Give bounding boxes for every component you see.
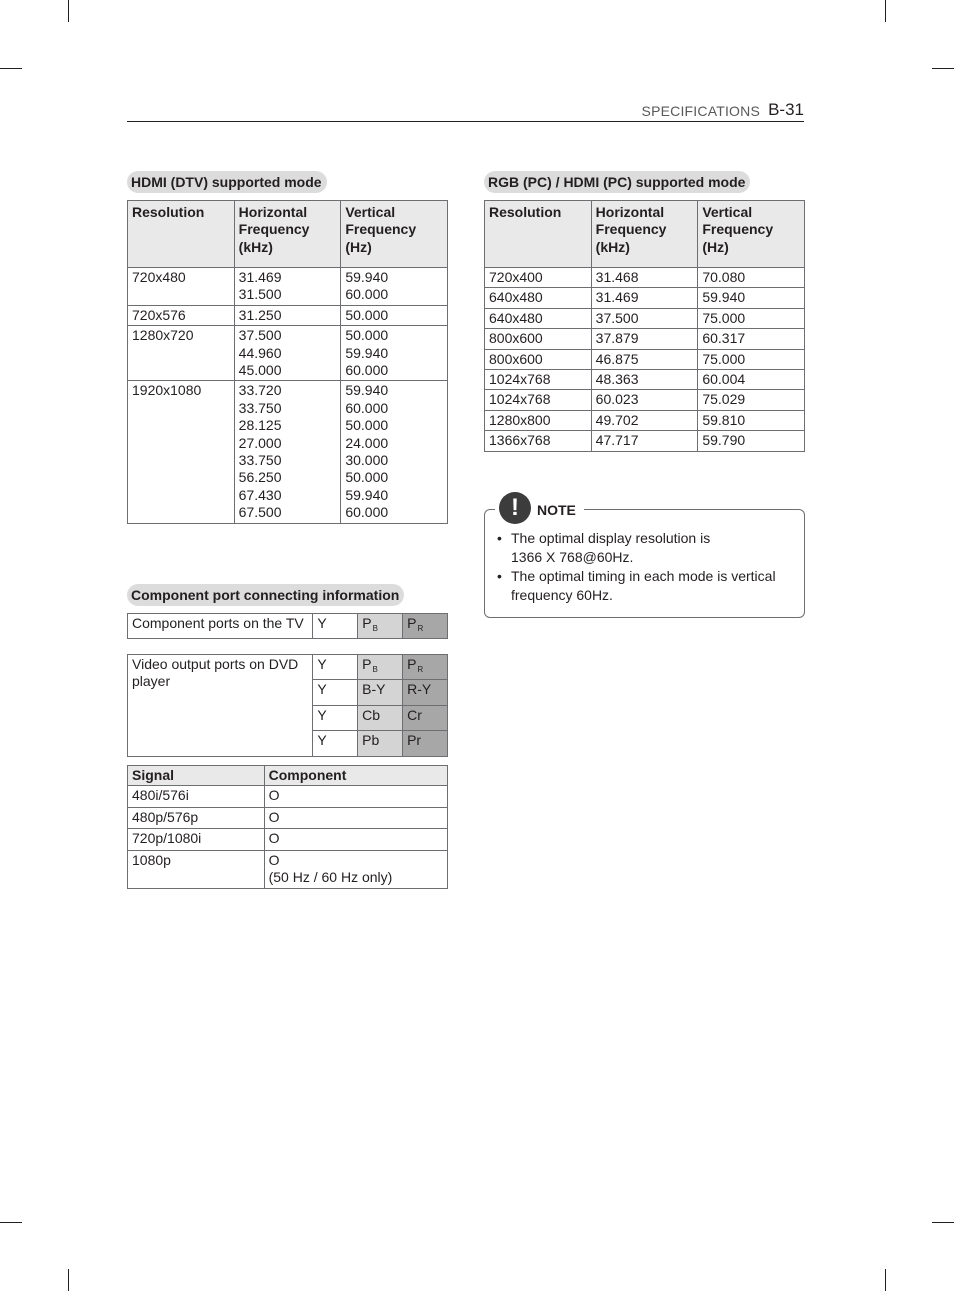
table-cell: 37.500 44.960 45.000 [234,326,341,381]
table-row [128,786,448,807]
table-header-row [485,201,805,268]
table-row [128,381,448,523]
hdmi-dtv-title: HDMI (DTV) supported mode [127,171,327,193]
note-header [495,492,584,524]
table-cell: 75.029 [698,390,805,410]
port-y: Y [313,655,358,680]
tv-ports-label: Component ports on the TV [128,614,313,639]
port-blue-diff: Pb [358,731,403,756]
crop-mark [885,0,886,22]
hdmi-dtv-table [127,200,448,524]
table-cell: 720x480 [128,268,235,306]
column-header: Horizontal Frequency (kHz) [591,201,698,268]
table-cell: 1920x1080 [128,381,235,523]
crop-mark [932,1222,954,1223]
table-row [485,431,805,451]
table-cell: 49.702 [591,410,698,430]
note-item: • The optimal timing in each mode is vertical frequency 60Hz. [497,567,797,605]
table-row [485,370,805,390]
table-cell: 47.717 [591,431,698,451]
crop-mark [0,1222,22,1223]
table-cell: 59.940 [698,288,805,308]
table-cell: 720x576 [128,305,235,325]
table-cell: 50.000 59.940 60.000 [341,326,448,381]
page-header [127,100,804,122]
table-row [128,829,448,850]
table-cell: 70.080 [698,268,805,288]
table-row [128,655,448,680]
crop-mark [68,0,69,22]
table-cell: 720x400 [485,268,592,288]
table-cell: 640x480 [485,288,592,308]
crop-mark [68,1269,69,1291]
table-row [485,410,805,430]
table-row [128,807,448,828]
column-header: Resolution [128,201,235,268]
table-cell: 60.023 [591,390,698,410]
rgb-pc-table [484,200,805,452]
table-cell: 480i/576i [128,786,265,807]
table-cell: 480p/576p [128,807,265,828]
note-box [484,494,805,618]
table-cell: 1024x768 [485,390,592,410]
port-blue-diff: B-Y [358,680,403,705]
column-header: Resolution [485,201,592,268]
section-title: SPECIFICATIONS [641,103,760,119]
port-red-diff: Cr [403,705,448,730]
table-cell: 33.720 33.750 28.125 27.000 33.750 56.250 67.430 67.500 [234,381,341,523]
table-cell: 59.940 60.000 [341,268,448,306]
port-y: Y [313,731,358,756]
table-cell: 1280x720 [128,326,235,381]
table-cell: 800x600 [485,329,592,349]
table-row [485,268,805,288]
port-blue-diff: $P_B$ [358,655,403,680]
table-cell: 60.004 [698,370,805,390]
table-cell: O [264,829,447,850]
table-row [485,390,805,410]
table-cell: 37.879 [591,329,698,349]
table-cell: 59.810 [698,410,805,430]
note-item: • The optimal display resolution is 1366 X 768@60Hz. [497,529,797,567]
table-cell: 46.875 [591,349,698,369]
table-cell: 31.469 31.500 [234,268,341,306]
column-header: Horizontal Frequency (kHz) [234,201,341,268]
signal-table [127,765,448,889]
crop-mark [932,68,954,69]
port-y: Y [313,680,358,705]
table-cell: 31.469 [591,288,698,308]
table-cell: 1080p [128,850,265,889]
table-cell: 48.363 [591,370,698,390]
note-title: NOTE [537,502,576,518]
port-red-diff: R-Y [403,680,448,705]
table-row [128,268,448,306]
table-row [485,329,805,349]
table-row [128,614,448,639]
port-red-diff: Pr [403,731,448,756]
column-header: Signal [128,766,265,786]
component-title: Component port connecting information [127,584,404,606]
table-cell: 640x480 [485,308,592,328]
column-header: Vertical Frequency (Hz) [341,201,448,268]
table-row [128,305,448,325]
port-y: Y [313,614,358,639]
table-row [485,288,805,308]
table-cell: 31.250 [234,305,341,325]
table-cell: 59.940 60.000 50.000 24.000 30.000 50.000 59.940 60.000 [341,381,448,523]
crop-mark [0,68,22,69]
table-cell: 75.000 [698,308,805,328]
rgb-pc-title: RGB (PC) / HDMI (PC) supported mode [484,171,750,193]
table-cell: O (50 Hz / 60 Hz only) [264,850,447,889]
table-cell: 1024x768 [485,370,592,390]
dvd-ports-table [127,654,448,757]
crop-mark [885,1269,886,1291]
port-red-diff: $P_R$ [403,655,448,680]
table-cell: 50.000 [341,305,448,325]
port-pb: $P_B$ [358,614,403,639]
table-row [485,349,805,369]
column-header: Vertical Frequency (Hz) [698,201,805,268]
tv-ports-table [127,613,448,639]
table-cell: 31.468 [591,268,698,288]
table-cell: O [264,807,447,828]
table-row [128,326,448,381]
table-cell: 1366x768 [485,431,592,451]
table-row [128,850,448,889]
port-y: Y [313,705,358,730]
table-cell: O [264,786,447,807]
port-blue-diff: Cb [358,705,403,730]
table-header-row [128,201,448,268]
table-row [485,308,805,328]
table-cell: 59.790 [698,431,805,451]
note-list [497,529,797,605]
exclamation-icon: ! [499,492,531,524]
table-cell: 800x600 [485,349,592,369]
port-pr: $P_R$ [403,614,448,639]
table-cell: 75.000 [698,349,805,369]
table-cell: 37.500 [591,308,698,328]
column-header: Component [264,766,447,786]
table-cell: 1280x800 [485,410,592,430]
page-number: B-31 [768,100,804,119]
table-header-row [128,766,448,786]
dvd-ports-label: Video output ports on DVD player [128,655,313,757]
table-cell: 720p/1080i [128,829,265,850]
table-cell: 60.317 [698,329,805,349]
